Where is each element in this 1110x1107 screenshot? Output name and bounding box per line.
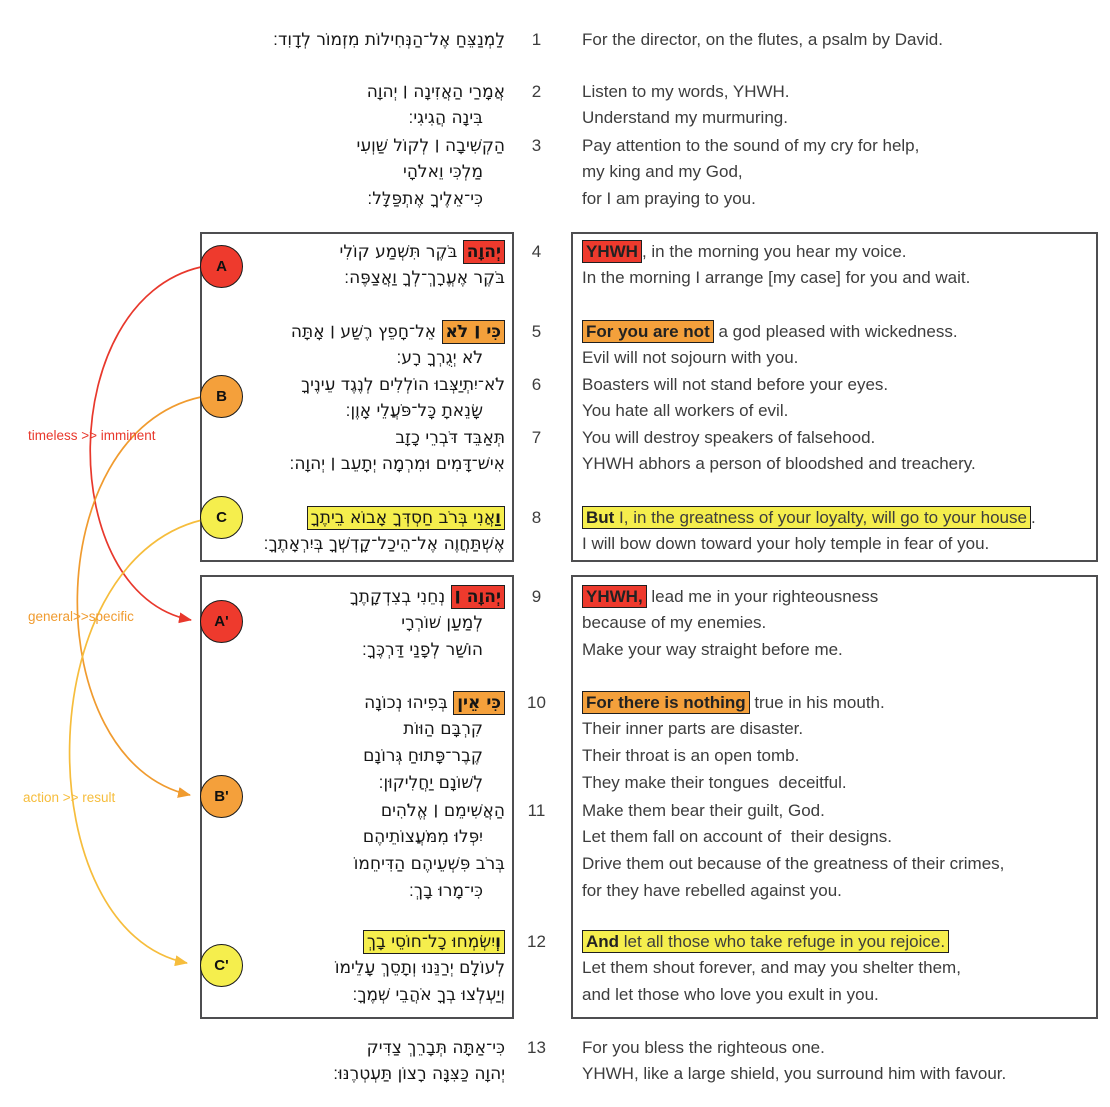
- text-run: You will destroy speakers of falsehood.: [582, 427, 876, 447]
- text-run: For you bless the righteous one.: [582, 1037, 825, 1057]
- text-run: לֹא־יִתְיַצְּבוּ הוֹלְלִים לְנֶגֶד עֵינֶיךָ: [301, 374, 505, 395]
- text-run: For you are not: [586, 321, 710, 341]
- english-line: [582, 610, 1098, 637]
- text-run: Let them shout forever, and may you shelter them,: [582, 958, 961, 978]
- text-run: יְהוָה כַּצִּנָּה רָצוֹן תַּעְטְרֶנּוּ׃: [333, 1064, 505, 1085]
- verse-number: 10: [527, 692, 546, 712]
- verse-number: 2: [531, 81, 542, 101]
- english-line: [582, 690, 1098, 717]
- english-text: [571, 239, 1098, 293]
- verse-number: 13: [527, 1037, 546, 1057]
- hebrew-line: [206, 584, 505, 611]
- hebrew-text: [200, 584, 514, 664]
- hebrew-line: [206, 133, 505, 160]
- hebrew-text: [200, 372, 514, 426]
- text-run: כִּי־אֵלֶיךָ אֶתְפַּלָּל׃: [367, 189, 483, 210]
- text-run: לְעוֹלָם יְרַנֵּנוּ וְתָסֵךְ עָלֵימוֹ: [334, 958, 505, 979]
- highlight-red: [463, 240, 505, 264]
- highlight-orange: [582, 691, 750, 714]
- text-run: I, in the greatness of your loyalty, will go to your house: [614, 507, 1027, 527]
- text-run: אֵל־חָפֵץ רֶשַׁע ׀ אָתָּה: [290, 321, 442, 342]
- label-timeless-imminent: timeless >> imminent: [28, 428, 156, 443]
- text-run: YHWH abhors a person of bloodshed and treachery.: [582, 454, 976, 474]
- english-line: [582, 265, 1098, 292]
- text-run: תְּאַבֵּד דֹּבְרֵי כָזָב: [395, 427, 505, 448]
- hebrew-line: [206, 425, 505, 452]
- text-run: Pay attention to the sound of my cry for help,: [582, 135, 920, 155]
- english-line: [582, 372, 1098, 399]
- text-run: Listen to my words, YHWH.: [582, 81, 790, 101]
- text-run: a god pleased with wickedness.: [713, 321, 958, 341]
- english-text: [571, 929, 1098, 1009]
- hebrew-line: [206, 770, 505, 797]
- english-text: [571, 425, 1098, 479]
- verse-row-3: [200, 133, 1098, 213]
- english-text: [571, 27, 1098, 54]
- text-run: , in the morning you hear my voice.: [641, 241, 907, 261]
- label-general-specific: general>>specific: [28, 609, 134, 624]
- hebrew-line: [206, 929, 505, 956]
- text-run: But: [586, 507, 615, 527]
- text-run: because of my enemies.: [582, 613, 767, 633]
- english-line: [582, 345, 1098, 372]
- english-line: [582, 743, 1098, 770]
- marker-circle-b-prime: B': [200, 775, 243, 818]
- highlight-orange: [442, 320, 505, 344]
- english-text: [571, 319, 1098, 373]
- english-text: [571, 133, 1098, 213]
- text-run: Understand my murmuring.: [582, 108, 788, 128]
- verse-row-5: [200, 319, 1098, 373]
- hebrew-text: [200, 27, 514, 54]
- english-line: [582, 584, 1098, 611]
- verse-number: 8: [531, 507, 542, 527]
- verse-row-13: [200, 1035, 1098, 1089]
- text-run: לְשׁוֹנָם יַחֲלִיקוּן׃: [378, 772, 483, 793]
- text-run: Let them fall on account of their designs.: [582, 827, 892, 847]
- text-run: Drive them out because of the greatness of their crimes,: [582, 854, 1005, 874]
- text-run: בֹּקֶר תִּשְׁמַע קוֹלִי: [339, 241, 463, 262]
- english-text: [571, 584, 1098, 664]
- hebrew-line: [206, 637, 505, 664]
- text-run: לַמְנַצֵּחַ אֶל־הַנְּחִילוֹת מִזְמוֹר לְדָוִד׃: [273, 29, 505, 50]
- english-line: [582, 929, 1098, 956]
- hebrew-text: [200, 79, 514, 133]
- hebrew-text: [200, 929, 514, 1009]
- text-run: For there is nothing: [586, 692, 746, 712]
- hebrew-line: [206, 398, 505, 425]
- english-line: [582, 159, 1098, 186]
- hebrew-line: [206, 345, 505, 372]
- text-run: In the morning I arrange [my case] for you and wait.: [582, 268, 971, 288]
- text-run: קִרְבָּם הַוּוֹת: [403, 719, 483, 740]
- verse-row-10: [200, 690, 1098, 797]
- text-run: יִשְׂמְחוּ כָל־חוֹסֵי בָךְ: [366, 931, 496, 952]
- verse-number: 9: [531, 586, 542, 606]
- hebrew-line: [206, 372, 505, 399]
- english-line: [582, 451, 1098, 478]
- highlight-yellow: [582, 930, 949, 953]
- hebrew-line: [206, 955, 505, 982]
- english-line: [582, 1061, 1098, 1088]
- english-line: [582, 1035, 1098, 1062]
- text-run: כִּי־מָרוּ בָךְ׃: [408, 880, 483, 901]
- text-run: לֹא יְגֻרְךָ רָע׃: [396, 348, 483, 369]
- verse-row-8: [200, 505, 1098, 559]
- marker-circle-c-prime: C': [200, 944, 243, 987]
- hebrew-line: [206, 851, 505, 878]
- english-line: [582, 531, 1098, 558]
- verse-row-7: [200, 425, 1098, 479]
- verse-row-6: [200, 372, 1098, 426]
- english-line: [582, 878, 1098, 905]
- text-run: נְחֵנִי בְצִדְקָתֶךָ: [349, 586, 451, 607]
- english-text: [571, 372, 1098, 426]
- hebrew-line: [206, 982, 505, 1009]
- text-run: שָׂנֵאתָ כָּל־פֹּעֲלֵי אָוֶן׃: [345, 401, 483, 422]
- hebrew-line: [206, 27, 505, 54]
- text-run: For the director, on the flutes, a psalm by David.: [582, 29, 943, 49]
- label-action-result: action >> result: [23, 790, 116, 805]
- verse-number: 11: [527, 800, 546, 820]
- hebrew-line: [206, 79, 505, 106]
- highlight-red: [451, 585, 505, 609]
- verse-number: 1: [531, 29, 542, 49]
- text-run: אֲנִי בְּרֹב חַסְדְּךָ אָבוֹא בֵיתֶךָ: [310, 507, 496, 528]
- verse-row-2: [200, 79, 1098, 133]
- english-line: [582, 955, 1098, 982]
- text-run: וְיַעְלְצוּ בְךָ אֹהֲבֵי שְׁמֶךָ׃: [352, 985, 505, 1006]
- text-run: בְּרֹב פִּשְׁעֵיהֶם הַדִּיחֵמוֹ: [353, 854, 505, 875]
- english-line: [582, 716, 1098, 743]
- text-run: my king and my God,: [582, 162, 743, 182]
- text-run: כִּי אֵין: [457, 692, 501, 713]
- verse-row-9: [200, 584, 1098, 664]
- text-run: You hate all workers of evil.: [582, 401, 789, 421]
- hebrew-line: [206, 505, 505, 532]
- english-text: [571, 505, 1098, 559]
- text-run: And: [586, 931, 620, 951]
- highlight-red: [582, 240, 642, 263]
- text-run: Their inner parts are disaster.: [582, 719, 804, 739]
- text-run: בֹּקֶר אֶעֱרָךְ־לְךָ וַאֲצַפֶּה׃: [344, 268, 505, 289]
- verse-number: 5: [531, 321, 542, 341]
- verse-number: 6: [531, 374, 542, 394]
- verse-row-1: [200, 27, 1098, 54]
- english-text: [571, 690, 1098, 797]
- text-run: I will bow down toward your holy temple in fear of you.: [582, 534, 990, 554]
- english-line: [582, 105, 1098, 132]
- english-text: [571, 79, 1098, 133]
- english-text: [571, 1035, 1098, 1089]
- verse-row-4: [200, 239, 1098, 293]
- text-run: Make them bear their guilt, God.: [582, 800, 825, 820]
- english-line: [582, 186, 1098, 213]
- english-line: [582, 27, 1098, 54]
- text-run: וְ: [495, 931, 501, 952]
- verse-row-11: [200, 798, 1098, 905]
- highlight-yellow: [582, 506, 1031, 529]
- english-text: [571, 798, 1098, 905]
- hebrew-line: [206, 610, 505, 637]
- hebrew-text: [200, 690, 514, 797]
- text-run: לְמַעַן שׁוֹרְרָי: [401, 613, 483, 634]
- text-run: Make your way straight before me.: [582, 640, 843, 660]
- text-run: true in his mouth.: [749, 692, 885, 712]
- hebrew-line: [206, 824, 505, 851]
- hebrew-text: [200, 239, 514, 293]
- highlight-yellow: [307, 506, 505, 530]
- text-run: YHWH,: [586, 586, 643, 606]
- marker-circle-b: B: [200, 375, 243, 418]
- text-run: בְּפִיהוּ נְכוֹנָה: [364, 692, 454, 713]
- hebrew-line: [206, 743, 505, 770]
- english-line: [582, 239, 1098, 266]
- hebrew-line: [206, 878, 505, 905]
- text-run: אֶשְׁתַּחֲוֶה אֶל־הֵיכַל־קָדְשְׁךָ בְּיִרְאָתֶךָ׃: [263, 534, 505, 555]
- hebrew-line: [206, 239, 505, 266]
- text-run: for I am praying to you.: [582, 189, 756, 209]
- highlight-yellow: [363, 930, 505, 954]
- hebrew-line: [206, 451, 505, 478]
- english-line: [582, 770, 1098, 797]
- hebrew-text: [200, 798, 514, 905]
- english-line: [582, 425, 1098, 452]
- english-line: [582, 133, 1098, 160]
- text-run: Boasters will not stand before your eyes.: [582, 374, 889, 394]
- verse-number: 7: [531, 427, 542, 447]
- english-line: [582, 982, 1098, 1009]
- hebrew-line: [206, 1035, 505, 1062]
- hebrew-line: [206, 265, 505, 292]
- text-run: and let those who love you exult in you.: [582, 985, 879, 1005]
- hebrew-text: [200, 505, 514, 559]
- hebrew-line: [206, 716, 505, 743]
- highlight-orange: [453, 691, 505, 715]
- text-run: הַאֲשִׁימֵם ׀ אֱלֹהִים: [380, 800, 505, 821]
- text-run: יִפְּלוּ מִמֹּעֲצוֹתֵיהֶם: [362, 827, 483, 848]
- text-run: They make their tongues deceitful.: [582, 772, 847, 792]
- text-run: וַ: [495, 507, 501, 528]
- text-run: YHWH: [586, 241, 638, 261]
- text-run: Their throat is an open tomb.: [582, 746, 800, 766]
- hebrew-text: [200, 425, 514, 479]
- hebrew-line: [206, 798, 505, 825]
- hebrew-line: [206, 1061, 505, 1088]
- verse-number: 3: [531, 135, 542, 155]
- english-line: [582, 798, 1098, 825]
- text-run: אִישׁ־דָּמִים וּמִרְמָה יְתָעֵב ׀ יְהוָה׃: [289, 454, 505, 475]
- hebrew-text: [200, 1035, 514, 1089]
- text-run: בִּינָה הֲגִיגִי׃: [408, 108, 483, 129]
- english-line: [582, 851, 1098, 878]
- text-run: יְהוָה ׀: [454, 586, 501, 607]
- text-run: קֶבֶר־פָּתוּחַ גְּרוֹנָם: [363, 746, 483, 767]
- english-line: [582, 505, 1098, 532]
- english-line: [582, 79, 1098, 106]
- text-run: lead me in your righteousness: [646, 586, 879, 606]
- english-line: [582, 398, 1098, 425]
- text-run: יְהוָה: [466, 241, 501, 262]
- highlight-orange: [582, 320, 714, 343]
- marker-circle-a: A: [200, 245, 243, 288]
- english-line: [582, 637, 1098, 664]
- english-line: [582, 319, 1098, 346]
- hebrew-text: [200, 133, 514, 213]
- text-run: YHWH, like a large shield, you surround him with favour.: [582, 1064, 1007, 1084]
- verse-number: 4: [531, 241, 542, 261]
- text-run: אֲמָרַי הַאֲזִינָה ׀ יְהוָה: [366, 81, 505, 102]
- text-run: כִּי־אַתָּה תְּבָרֵךְ צַדִּיק: [366, 1037, 505, 1058]
- text-run: כִּי ׀ לֹא: [445, 321, 501, 342]
- highlight-red: [582, 585, 647, 608]
- hebrew-line: [206, 105, 505, 132]
- hebrew-text: [200, 319, 514, 373]
- verse-row-12: [200, 929, 1098, 1009]
- text-run: מַלְכִּי וֵאלֹהָי: [403, 162, 483, 183]
- english-line: [582, 824, 1098, 851]
- marker-circle-c: C: [200, 496, 243, 539]
- verse-number: 12: [527, 931, 546, 951]
- text-run: הַקְשִׁיבָה ׀ לְקוֹל שַׁוְעִי: [356, 135, 505, 156]
- hebrew-line: [206, 531, 505, 558]
- marker-circle-a-prime: A': [200, 600, 243, 643]
- hebrew-line: [206, 319, 505, 346]
- hebrew-line: [206, 690, 505, 717]
- hebrew-line: [206, 186, 505, 213]
- text-run: .: [1030, 507, 1036, 527]
- text-run: Evil will not sojourn with you.: [582, 348, 799, 368]
- text-run: for they have rebelled against you.: [582, 880, 842, 900]
- hebrew-line: [206, 159, 505, 186]
- text-run: הוֹשַׁר לְפָנַי דַּרְכֶּךָ׃: [361, 640, 483, 661]
- text-run: let all those who take refuge in you rejoice.: [619, 931, 946, 951]
